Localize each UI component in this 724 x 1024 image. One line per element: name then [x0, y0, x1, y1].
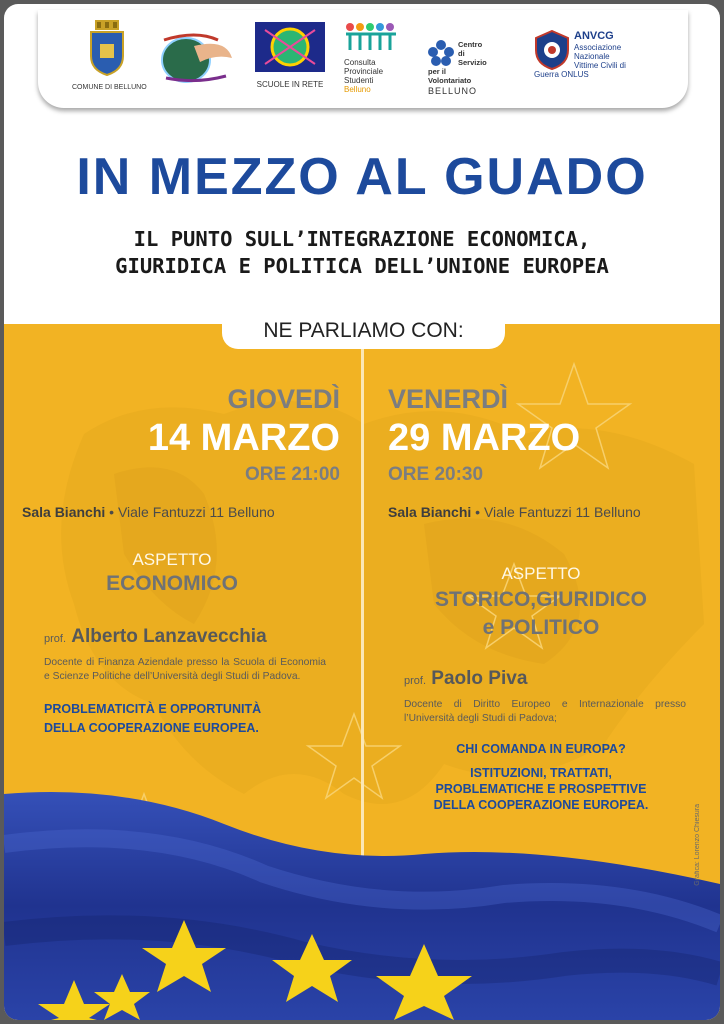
event-date: 14 MARZO — [147, 417, 340, 459]
speaker-name — [404, 668, 708, 690]
subtitle-line: IL PUNTO SULL’INTEGRAZIONE ECONOMICA, — [133, 227, 591, 251]
logo-caption: Centro di Servizio per il Volontariato — [428, 40, 487, 85]
subtitle — [4, 226, 720, 280]
prof-name: Paolo Piva — [431, 668, 528, 689]
venue-name: Sala Bianchi — [388, 504, 472, 520]
aspect-value: STORICO,GIURIDICO — [435, 588, 647, 611]
poster — [4, 4, 720, 1020]
speaker-name — [44, 626, 340, 648]
crest-icon — [87, 20, 127, 76]
associazione-logo — [156, 28, 236, 90]
aspect-label: ASPETTO — [501, 564, 581, 583]
event-date: 29 MARZO — [388, 417, 581, 459]
prof-title: prof. — [404, 675, 427, 687]
figures-icon — [344, 22, 400, 52]
event-venue: Sala Bianchi • Viale Fantuzzi 11 Belluno — [22, 504, 275, 520]
topic-line: CHI COMANDA IN EUROPA? — [456, 742, 626, 756]
event-right — [388, 384, 708, 813]
venue-address: Viale Fantuzzi 11 Belluno — [483, 504, 641, 520]
scuole-in-rete-logo — [252, 22, 328, 89]
speaker-bio: Docente di Diritto Europeo e Internazionale presso l’Università degli Studi di Padova; — [404, 699, 686, 724]
consulta-logo — [344, 22, 414, 94]
logo-subcaption: Belluno — [344, 85, 371, 94]
topic-line: PROBLEMATICITÀ E OPPORTUNITÀ — [44, 702, 262, 716]
logo-caption: ANVCG — [574, 30, 614, 42]
logo-subcaption: BELLUNO — [428, 86, 478, 96]
prof-name: Alberto Lanzavecchia — [71, 626, 267, 647]
venue-name: Sala Bianchi — [22, 504, 106, 520]
topic-line: DELLA COOPERAZIONE EUROPEA. — [433, 798, 649, 812]
logo-caption: Consulta Provinciale Studenti — [344, 58, 384, 85]
logo-caption: SCUOLE IN RETE — [256, 80, 324, 89]
topic-line: PROBLEMATICHE E PROSPETTIVE — [435, 782, 647, 796]
graphic-credit: Grafica: Lorenzo Chiesura — [694, 804, 701, 886]
event-time: ORE 21:00 — [244, 464, 340, 485]
csv-logo — [428, 40, 520, 96]
event-time: ORE 20:30 — [388, 464, 484, 485]
speakers-banner: NE PARLIAMO CON: — [222, 309, 505, 349]
flower-icon — [428, 40, 454, 66]
shield-icon — [534, 30, 570, 70]
topic-line: DELLA COOPERAZIONE EUROPEA. — [44, 721, 259, 735]
prof-title: prof. — [44, 633, 67, 645]
anvcg-logo — [534, 30, 684, 79]
comune-belluno-logo — [72, 20, 147, 91]
logo-subcaption: Associazione Nazionale Vittime Civili di Guerra ONLUS — [534, 43, 626, 79]
aspect-value: e POLITICO — [482, 616, 600, 639]
aspect-label: ASPETTO — [132, 550, 212, 569]
subtitle-line: GIURIDICA E POLITICA DELL’UNIONE EUROPEA — [115, 254, 609, 278]
venue-address: Viale Fantuzzi 11 Belluno — [117, 504, 275, 520]
event-venue: Sala Bianchi • Viale Fantuzzi 11 Belluno — [388, 504, 641, 520]
aspect-value: ECONOMICO — [106, 572, 238, 595]
topic-line: ISTITUZIONI, TRATTATI, — [470, 766, 612, 780]
speaker-bio: Docente di Finanza Aziendale presso la Scuola di Economia e Scienze Politiche dell’Università degli Studi di Padova. — [44, 657, 326, 682]
talk-topic — [44, 700, 340, 738]
event-day: GIOVEDÌ — [227, 384, 340, 414]
logo-bar — [38, 10, 688, 108]
logo-caption: COMUNE DI BELLUNO — [72, 84, 147, 91]
eu-flag-icon — [4, 784, 720, 1020]
main-title: IN MEZZO AL GUADO — [76, 148, 648, 206]
event-day: VENERDÌ — [388, 384, 509, 414]
network-globe-icon — [255, 22, 325, 72]
globe-hands-icon — [156, 28, 236, 86]
event-left — [22, 384, 340, 738]
